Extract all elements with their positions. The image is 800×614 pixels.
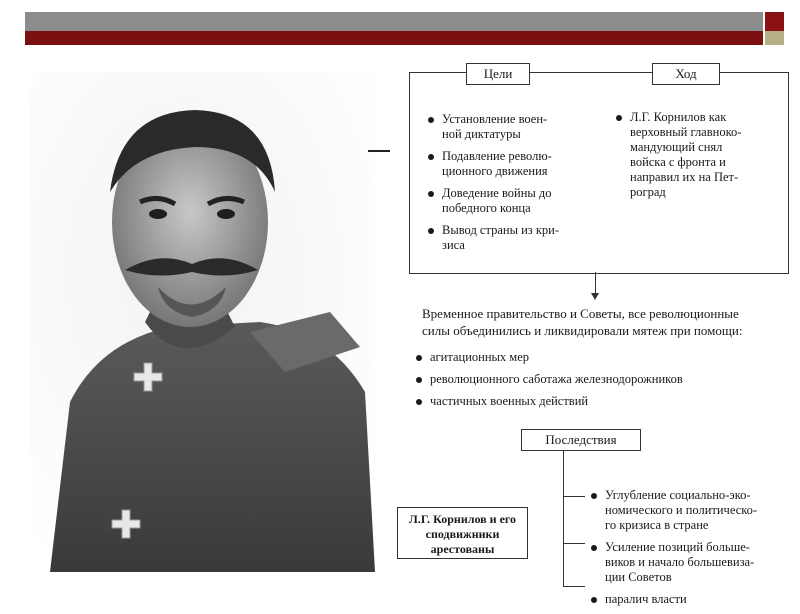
means-item: частичных военных действий (412, 394, 792, 409)
consequences-title: Последствия (521, 429, 641, 451)
goals-list (424, 112, 594, 260)
consequences-item: паралич власти (587, 592, 799, 607)
consequences-branch (563, 586, 585, 587)
result-text: Временное правительство и Советы, все революционные силы объединились и ликвидировали мятеж при помощи: (422, 306, 743, 338)
arrest-caption: Л.Г. Корнилов и его сподвижники арестованы (397, 507, 528, 559)
goals-title: Цели (466, 63, 530, 85)
header-square-red (765, 12, 784, 31)
means-item: агитационных мер (412, 350, 792, 365)
goals-item: Установление воен- ной диктатуры (424, 112, 594, 142)
goals-item: Вывод страны из кри- зиса (424, 223, 594, 253)
kornilov-portrait (30, 72, 375, 572)
consequences-item: Углубление социально-эко- номического и политическо- го кризиса в стране (587, 488, 799, 533)
consequences-connector (563, 450, 564, 586)
consequences-list (587, 488, 799, 614)
consequences-item: Усиление позиций больше- виков и начало большевиза- ции Советов (587, 540, 799, 585)
consequences-branch (563, 543, 585, 544)
consequences-branch (563, 496, 585, 497)
course-list (612, 110, 787, 207)
down-arrow-icon (591, 293, 599, 300)
down-arrow-line (595, 272, 596, 294)
course-title: Ход (652, 63, 720, 85)
means-item: революционного саботажа железнодорожников (412, 372, 792, 387)
header-bar-gray (25, 12, 763, 31)
header-bar-red (25, 31, 763, 45)
goals-item: Доведение войны до победного конца (424, 186, 594, 216)
goals-item: Подавление револю- ционного движения (424, 149, 594, 179)
course-item: Л.Г. Корнилов как верховный главноко- мандующий снял войска с фронта и направил их на Пет- роград (612, 110, 787, 200)
header-square-olive (765, 31, 784, 45)
connector-dash (368, 150, 390, 152)
means-list (412, 350, 792, 416)
